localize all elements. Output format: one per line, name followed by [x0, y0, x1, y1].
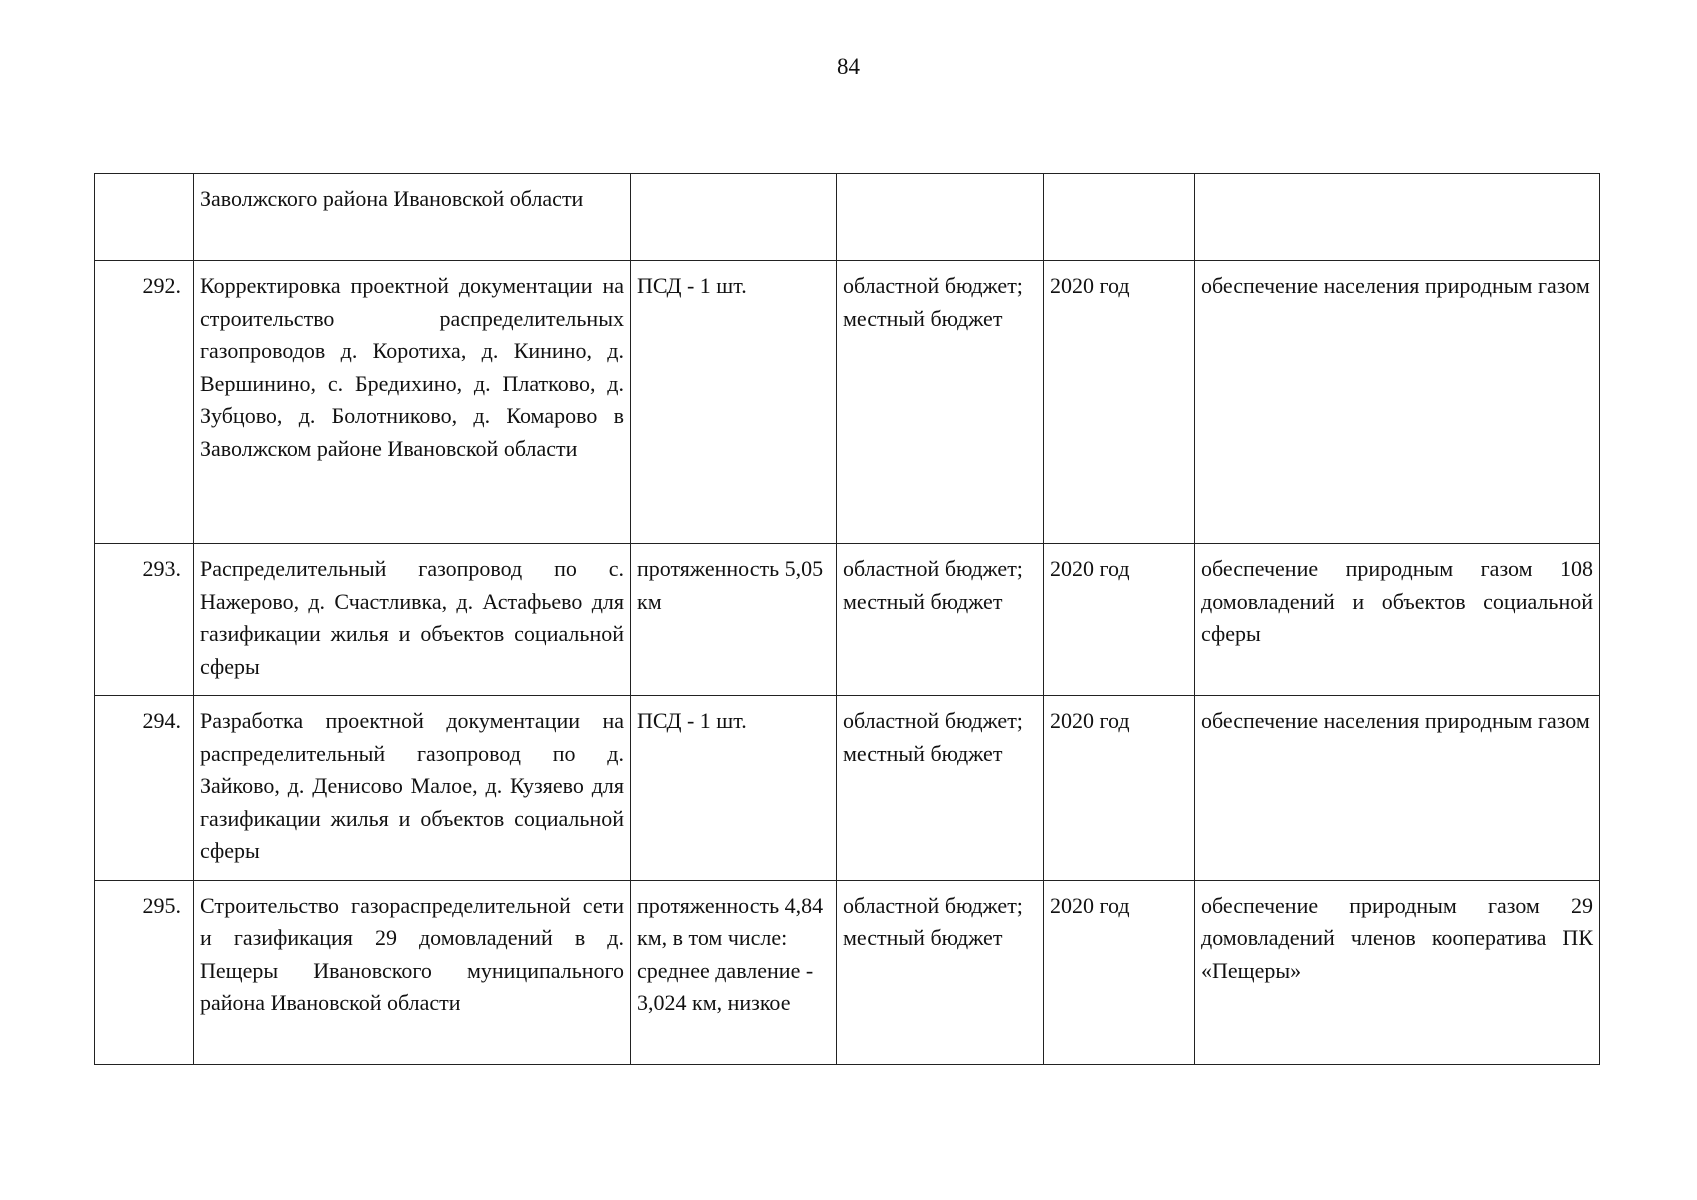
object-name-cell: Корректировка проектной документации на строительство распределительных газопроводов д. Коротиха, д. Кинино, д. Вершинино, с. Бредихино, д. Платково, д. Зубцово, д. Болотниково, д. Комарово в Заволжском районе Ивановской области [194, 261, 631, 544]
object-name-cell: Заволжского района Ивановской области [194, 174, 631, 261]
result-cell [1195, 174, 1600, 261]
funding-source-cell: областной бюджет; местный бюджет [837, 544, 1044, 696]
table-row [95, 544, 1600, 696]
table-row [95, 174, 1600, 261]
row-number-cell: 292. [95, 261, 194, 544]
result-cell: обеспечение природным газом 108 домовладений и объектов социальной сферы [1195, 544, 1600, 696]
capacity-cell: ПСД - 1 шт. [631, 261, 837, 544]
capacity-cell: протяженность 5,05 км [631, 544, 837, 696]
year-cell: 2020 год [1044, 544, 1195, 696]
page-number: 84 [837, 54, 860, 79]
year-cell [1044, 174, 1195, 261]
capacity-cell [631, 174, 837, 261]
funding-source-cell: областной бюджет; местный бюджет [837, 696, 1044, 881]
table-row [95, 880, 1600, 1064]
object-name-cell: Строительство газораспределительной сети и газификация 29 домовладений в д. Пещеры Ивановского муниципального района Ивановской области [194, 880, 631, 1064]
row-number-cell: 294. [95, 696, 194, 881]
result-cell: обеспечение природным газом 29 домовладений членов кооператива ПК «Пещеры» [1195, 880, 1600, 1064]
row-number-cell: 293. [95, 544, 194, 696]
year-cell: 2020 год [1044, 261, 1195, 544]
year-cell: 2020 год [1044, 696, 1195, 881]
funding-source-cell [837, 174, 1044, 261]
funding-source-cell: областной бюджет; местный бюджет [837, 880, 1044, 1064]
row-number-cell [95, 174, 194, 261]
object-name-cell: Распределительный газопровод по с. Нажерово, д. Счастливка, д. Астафьево для газификации жилья и объектов социальной сферы [194, 544, 631, 696]
objects-table [94, 173, 1600, 1065]
funding-source-cell: областной бюджет; местный бюджет [837, 261, 1044, 544]
table-row [95, 696, 1600, 881]
result-cell: обеспечение населения природным газом [1195, 261, 1600, 544]
result-cell: обеспечение населения природным газом [1195, 696, 1600, 881]
capacity-cell: ПСД - 1 шт. [631, 696, 837, 881]
year-cell: 2020 год [1044, 880, 1195, 1064]
object-name-cell: Разработка проектной документации на распределительный газопровод по д. Зайково, д. Денисово Малое, д. Кузяево для газификации жилья и объектов социальной сферы [194, 696, 631, 881]
table-row [95, 261, 1600, 544]
row-number-cell: 295. [95, 880, 194, 1064]
capacity-cell: протяженность 4,84 км, в том числе: среднее давление - 3,024 км, низкое [631, 880, 837, 1064]
